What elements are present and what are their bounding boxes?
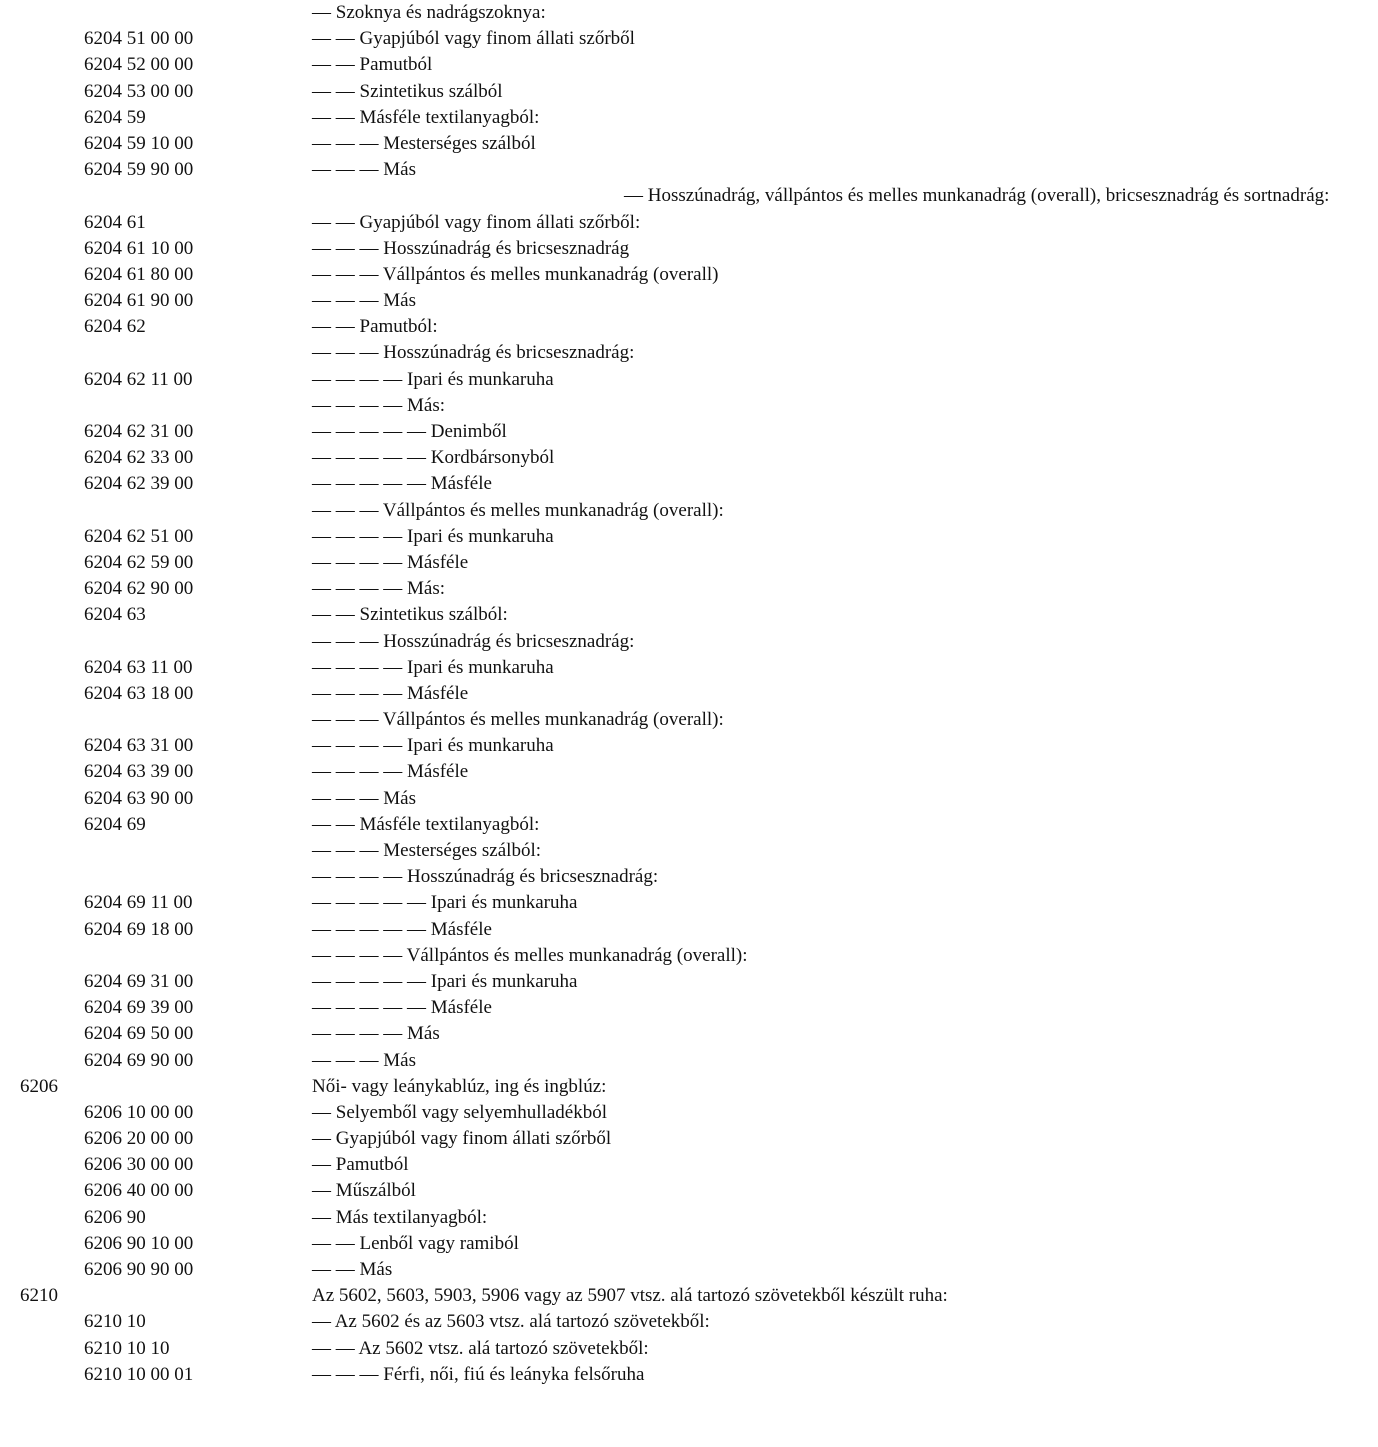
table-row [0,524,1100,550]
table-row [0,1021,1100,1047]
tariff-code: 6204 61 [84,211,146,233]
table-row [0,1283,1100,1309]
tariff-code: 6204 63 11 00 [84,656,193,678]
table-row [0,314,1100,340]
item-description: Női- vagy leánykablúz, ing és ingblúz: [312,1075,607,1097]
tariff-code: 6204 69 31 00 [84,970,194,992]
table-row [0,602,1100,628]
item-description: — — Lenből vagy ramiból [312,1232,519,1254]
item-description: — — Gyapjúból vagy finom állati szőrből [312,28,635,50]
table-row [0,183,1330,209]
tariff-code: 6204 63 90 00 [84,787,194,809]
item-description: — — Szintetikus szálból [312,80,503,102]
table-row [0,1178,1100,1204]
table-row [0,733,1100,759]
table-row [0,890,1100,916]
item-description: — Gyapjúból vagy finom állati szőrből [312,1128,612,1150]
item-description: — — — Mesterséges szálból: [312,840,542,862]
table-row [0,759,1100,785]
table-row [0,498,1100,524]
tariff-code: 6204 59 10 00 [84,132,194,154]
table-row [0,655,1100,681]
table-row [0,681,1100,707]
tariff-code: 6204 63 31 00 [84,735,194,757]
tariff-code: 6204 62 39 00 [84,473,194,495]
item-description: — — Gyapjúból vagy finom állati szőrből: [312,211,641,233]
table-row [0,26,1100,52]
tariff-code: 6204 69 18 00 [84,918,194,940]
tariff-code: 6204 62 90 00 [84,578,194,600]
table-row [0,0,1100,26]
table-row [0,52,1100,78]
table-row [0,629,1100,655]
table-row [0,1048,1100,1074]
table-row [0,1205,1100,1231]
tariff-code: 6204 59 90 00 [84,159,194,181]
tariff-code: 6204 69 [84,813,146,835]
tariff-code: 6204 52 00 00 [84,54,194,76]
tariff-code: 6204 62 59 00 [84,551,194,573]
table-row [0,1152,1100,1178]
table-row [0,210,1100,236]
item-description: — — — Más [312,159,416,181]
table-row [0,838,1100,864]
item-description: — — — — Más [312,1023,440,1045]
tariff-code: 6204 69 11 00 [84,892,193,914]
table-row [0,367,1100,393]
tariff-code: 6206 20 00 00 [84,1128,194,1150]
table-row [0,157,1100,183]
item-description: — — Az 5602 vtsz. alá tartozó szövetekből: [312,1337,649,1359]
tariff-code: 6204 62 33 00 [84,447,194,469]
item-description: — — — Más [312,787,416,809]
item-description: — — — — — Ipari és munkaruha [312,892,578,914]
table-row [0,236,1100,262]
item-description: — — — — Másféle [312,551,469,573]
item-description: — — — — — Másféle [312,918,492,940]
tariff-code: 6206 90 90 00 [84,1259,194,1281]
tariff-code: 6206 90 10 00 [84,1232,194,1254]
tariff-code: 6204 62 [84,316,146,338]
item-description: — Szoknya és nadrágszoknya: [312,2,546,23]
table-row [0,576,1100,602]
tariff-code: 6210 10 00 01 [84,1363,194,1385]
table-row [0,1100,1100,1126]
table-row [0,393,1100,419]
item-description: — — Másféle textilanyagból: [312,106,540,128]
item-description: — — Pamutból: [312,316,438,338]
tariff-code: 6204 51 00 00 [84,28,194,50]
item-description: — — Szintetikus szálból: [312,604,508,626]
item-description: — — — Más [312,290,416,312]
tariff-code: 6204 59 [84,106,146,128]
item-description: — — — Vállpántos és melles munkanadrág (overall) [312,263,719,285]
item-description: — — — — — Kordbársonyból [312,447,555,469]
item-description: — — — — Ipari és munkaruha [312,735,554,757]
tariff-code: 6204 62 51 00 [84,525,194,547]
table-row [0,786,1100,812]
item-description: — — — — Más: [312,578,445,600]
table-row [0,1257,1100,1283]
item-description: — — — — — Denimből [312,421,507,443]
table-row [0,943,1100,969]
table-row [0,550,1100,576]
tariff-code: 6206 10 00 00 [84,1101,194,1123]
table-row [0,1309,1100,1335]
item-description: — — — Vállpántos és melles munkanadrág (overall): [312,499,724,521]
tariff-code: 6204 61 90 00 [84,290,194,312]
item-description: — — — — Ipari és munkaruha [312,525,554,547]
table-row [0,1336,1100,1362]
tariff-code: 6204 62 31 00 [84,421,194,443]
table-row [0,1362,1100,1388]
item-description: — Műszálból [312,1180,416,1202]
tariff-code: 6210 10 [84,1311,146,1333]
item-description: — Más textilanyagból: [312,1206,488,1228]
table-row [0,864,1100,890]
item-description: — — — — Másféle [312,761,469,783]
item-description: — — — — Ipari és munkaruha [312,368,554,390]
tariff-code: 6204 63 [84,604,146,626]
item-description: — — Pamutból [312,54,433,76]
table-row [0,288,1100,314]
table-row [0,445,1100,471]
tariff-code: 6204 62 11 00 [84,368,193,390]
item-description: — — — Más [312,1049,416,1071]
tariff-code: 6204 69 39 00 [84,997,194,1019]
tariff-code: 6204 69 90 00 [84,1049,194,1071]
table-row [0,105,1100,131]
tariff-code: 6204 63 18 00 [84,682,194,704]
item-description: — — — — Vállpántos és melles munkanadrág (overall): [312,944,748,966]
item-description: — — — Hosszúnadrág és bricsesznadrág: [312,630,635,652]
item-description: — — — Mesterséges szálból [312,132,536,154]
tariff-code: 6206 30 00 00 [84,1154,194,1176]
item-description: — — — — — Másféle [312,997,492,1019]
tariff-code: 6204 69 50 00 [84,1023,194,1045]
tariff-code: 6206 40 00 00 [84,1180,194,1202]
tariff-code: 6204 61 10 00 [84,237,194,259]
table-row [0,1074,1100,1100]
item-description: — — — — — Másféle [312,473,492,495]
table-row [0,917,1100,943]
table-row [0,471,1100,497]
tariff-code: 6206 90 [84,1206,146,1228]
tariff-code: 6204 63 39 00 [84,761,194,783]
item-description: Az 5602, 5603, 5903, 5906 vagy az 5907 vtsz. alá tartozó szövetekből készült ruha: [312,1285,948,1307]
item-description: — — — Hosszúnadrág és bricsesznadrág: [312,342,635,364]
item-description: — — Más [312,1259,393,1281]
item-description: — — — Férfi, női, fiú és leányka felsőruha [312,1363,645,1385]
tariff-code: 6210 10 10 [84,1337,170,1359]
tariff-code: 6204 53 00 00 [84,80,194,102]
item-description: — — — — Hosszúnadrág és bricsesznadrág: [312,866,659,888]
item-description: — — — — — Ipari és munkaruha [312,970,578,992]
table-row [0,131,1100,157]
tariff-code: 6204 61 80 00 [84,263,194,285]
item-description: — Pamutból [312,1154,409,1176]
item-description: — Hosszúnadrág, vállpántos és melles munkanadrág (overall), bricsesznadrág és sortnadrág: [624,185,1330,207]
table-row [0,969,1100,995]
table-row [0,262,1100,288]
table-row [0,79,1100,105]
table-row [0,340,1100,366]
table-row [0,1231,1100,1257]
item-description: — Az 5602 és az 5603 vtsz. alá tartozó szövetekből: [312,1311,710,1333]
item-description: — — — — Ipari és munkaruha [312,656,554,678]
heading-code: 6210 [20,1285,58,1307]
item-description: — — — — Más: [312,394,445,416]
item-description: — — Másféle textilanyagból: [312,813,540,835]
item-description: — Selyemből vagy selyemhulladékból [312,1101,607,1123]
table-row [0,995,1100,1021]
table-row [0,812,1100,838]
table-row [0,419,1100,445]
table-row [0,707,1100,733]
item-description: — — — Hosszúnadrág és bricsesznadrág [312,237,630,259]
heading-code: 6206 [20,1075,58,1097]
item-description: — — — Vállpántos és melles munkanadrág (overall): [312,709,724,731]
item-description: — — — — Másféle [312,682,469,704]
table-row [0,1126,1100,1152]
